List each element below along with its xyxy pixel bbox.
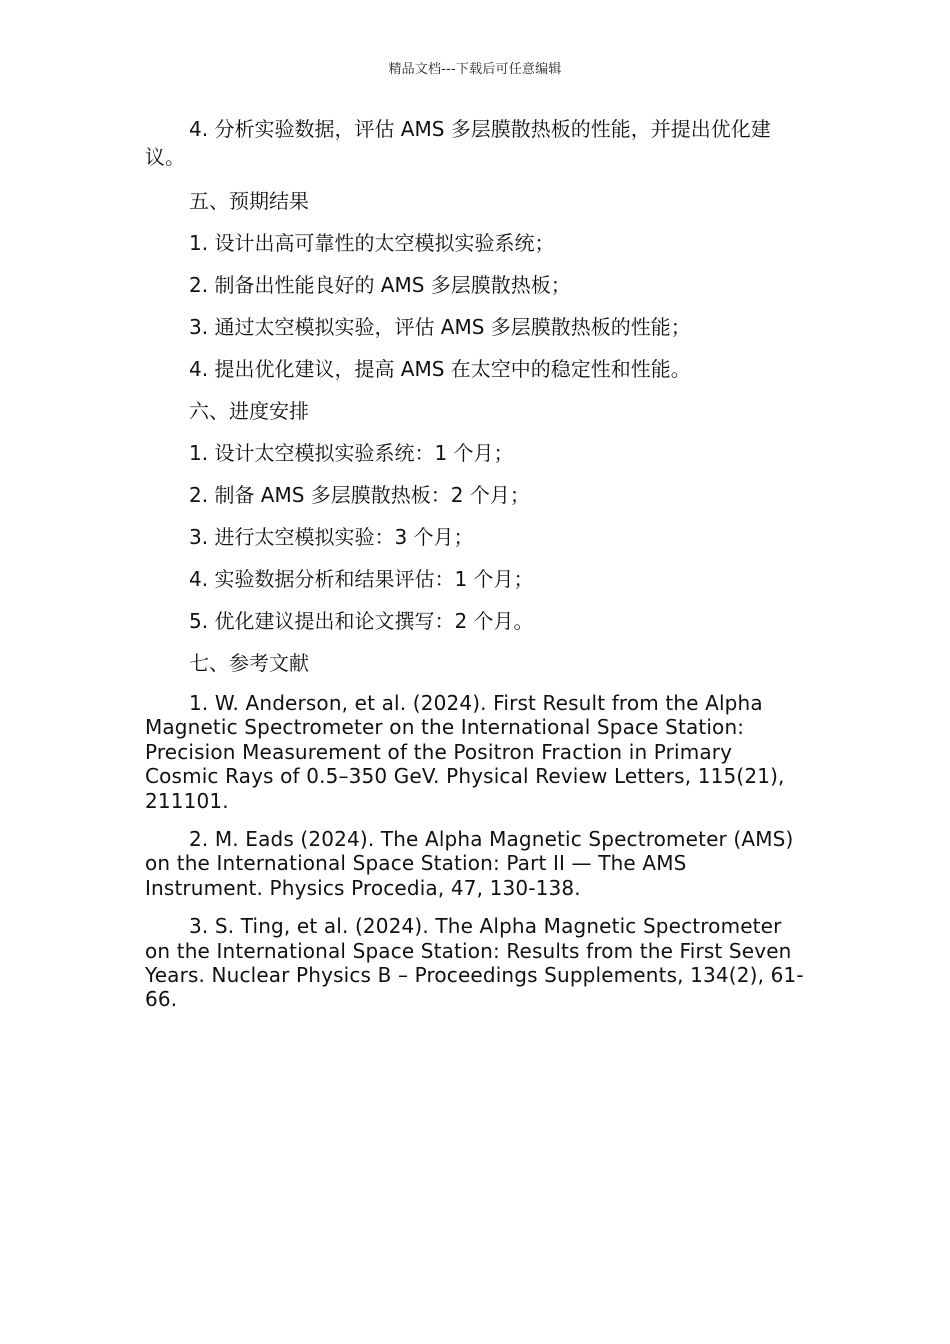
- section-title-references: 七、参考文献: [189, 651, 309, 675]
- reference-item: 2. M. Eads (2024). The Alpha Magnetic Spectrometer (AMS) on the International Space Station: Part II — The AMS Instrument. Physics Procedia, 47, 130-138.: [145, 827, 794, 900]
- expected-result-item: 2. 制备出性能良好的 AMS 多层膜散热板；: [189, 273, 571, 297]
- section-title-expected-results: 五、预期结果: [189, 189, 309, 213]
- expected-result-item: 4. 提出优化建议，提高 AMS 在太空中的稳定性和性能。: [189, 357, 691, 381]
- section-title-schedule: 六、进度安排: [189, 399, 309, 423]
- page-header: 精品文档---下载后可任意编辑: [388, 62, 562, 77]
- schedule-item: 4. 实验数据分析和结果评估：1 个月；: [189, 567, 534, 591]
- schedule-item: 1. 设计太空模拟实验系统：1 个月；: [189, 441, 514, 465]
- reference-item: 1. W. Anderson, et al. (2024). First Result from the Alpha Magnetic Spectrometer on the International Space Station: Precision Measurement of the Positron Fraction in Primary Cosmic Rays of 0.5–350 GeV. Physical Review Letters, 115(21), 211101.: [145, 691, 785, 813]
- schedule-item: 2. 制备 AMS 多层膜散热板：2 个月；: [189, 483, 530, 507]
- document-body: [145, 115, 810, 1026]
- schedule-item: 3. 进行太空模拟实验：3 个月；: [189, 525, 474, 549]
- expected-result-item: 1. 设计出高可靠性的太空模拟实验系统；: [189, 231, 555, 255]
- schedule-item: 5. 优化建议提出和论文撰写：2 个月。: [189, 609, 534, 633]
- reference-item: 3. S. Ting, et al. (2024). The Alpha Magnetic Spectrometer on the International Space Station: Results from the First Seven Years. Nuclear Physics B – Proceedings Supplements, 134(2), 61-66.: [145, 914, 804, 1012]
- intro-item-4: 4. 分析实验数据，评估 AMS 多层膜散热板的性能，并提出优化建议。: [145, 117, 771, 169]
- expected-result-item: 3. 通过太空模拟实验，评估 AMS 多层膜散热板的性能；: [189, 315, 691, 339]
